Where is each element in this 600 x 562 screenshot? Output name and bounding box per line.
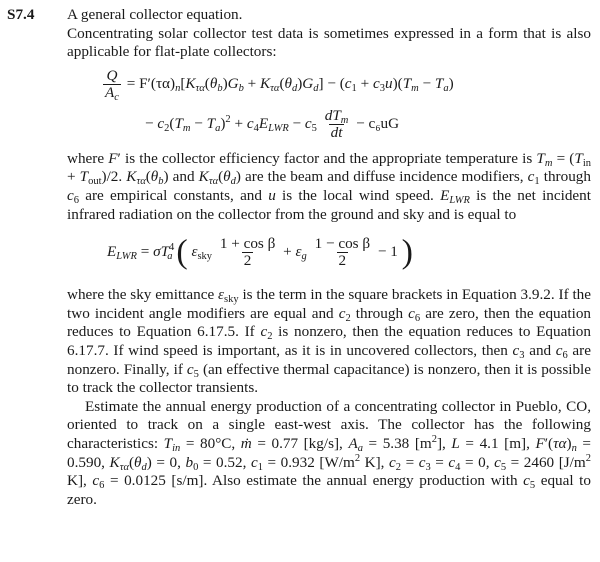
eq2-fraction-2: $\frac{\text{1 − cos β}}{2}$: [314, 235, 371, 270]
problem-body: [67, 6, 591, 509]
equation-elwr: $E_{LWR} = \sigma T^4_a$ ( $\varepsilon_{sky}$ $\frac{\text{1 + cos β}}{2}$ + $\varepsilon_g$ $\frac{\text{1 − cos β}}{2}$ − 1 ): [107, 233, 413, 271]
problem-title: A general collector equation.: [67, 6, 243, 23]
eq1-line1: = $F'(\tau\alpha)_n[K_{\tau\alpha}(\theta_b)G_b + K_{\tau\alpha}(\theta_d)G_d] - (c_1 + c_3u)(T_m - T_a)$: [126, 74, 454, 94]
eq2-fraction-1: $\frac{\text{1 + cos β}}{2}$: [219, 235, 276, 270]
equation-collector: [67, 62, 591, 150]
eq1-dTdt-fraction: $\frac{dT_m}{dt}$: [324, 106, 349, 141]
eq1-lhs-fraction: $\frac{Q}{A_c}$: [105, 66, 119, 103]
paragraph-definitions: where F′ is the collector efficiency factor and the appropriate temperature is $T_m = (T_{in} + T_{out})/2$. $K_{\tau\alpha}(\theta_b)$ and $K_{\tau\alpha}(\theta_d)$ are the beam and diffuse incidence modifiers, $c_1$ through $c_6$ are empirical constants, and u is the local wind speed. $E_{LWR}$ is the net incident infrared radiation on the collector from the ground and sky and is equal to: [67, 149, 591, 223]
eq1-line2: − $c_2(T_m - T_a)^2 + c_4E_{LWR} - c_5$ $\frac{dT_m}{dt}$ − c₆uG: [145, 106, 400, 141]
paragraph-task: Estimate the annual energy production of a concentrating collector in Pueblo, CO, oriented to track on a single east-west axis. The collector has the following characteristics: $T_{in} = 80^\circ C$, ṁ = 0.77 [kg/s], $A_a = 5.38$ $[m^2]$, L = 4.1 [m], $F'(\tau\alpha)_n = 0.590$, $K_{\tau\alpha}(\theta_d) = 0$, $b_0 = 0.52$, $c_1 = 0.932$ [$W/m^2$ K], $c_2 = c_3 = c_4 = 0$, $c_5 = 2460$ [$J/m^2$ K], $c_6 = 0.0125$ [s/m]. Also estimate the annual energy production with $c_5$ equal to zero.: [67, 397, 592, 508]
paragraph-sky-emittance: where the sky emittance $\varepsilon_{sky}$ is the term in the square brackets in Equation 3.9.2. If the two incident angle modifiers are equal and $c_2$ through $c_6$ are zero, then the equation reduces to Equation 6.17.5. If $c_2$ is nonzero, then the equation reduces to Equation 6.17.7. If wind speed is important, as it is in uncovered collectors, then $c_3$ and $c_6$ are nonzero. Finally, if $c_5$ (an effective thermal capacitance) is nonzero, then it is possible to track the collector transients.: [67, 286, 592, 397]
problem-number: S7.4: [7, 6, 35, 23]
problem-intro: Concentrating solar collector test data is sometimes expressed in a form that is also applicable for flat-plate collectors:: [67, 24, 591, 61]
